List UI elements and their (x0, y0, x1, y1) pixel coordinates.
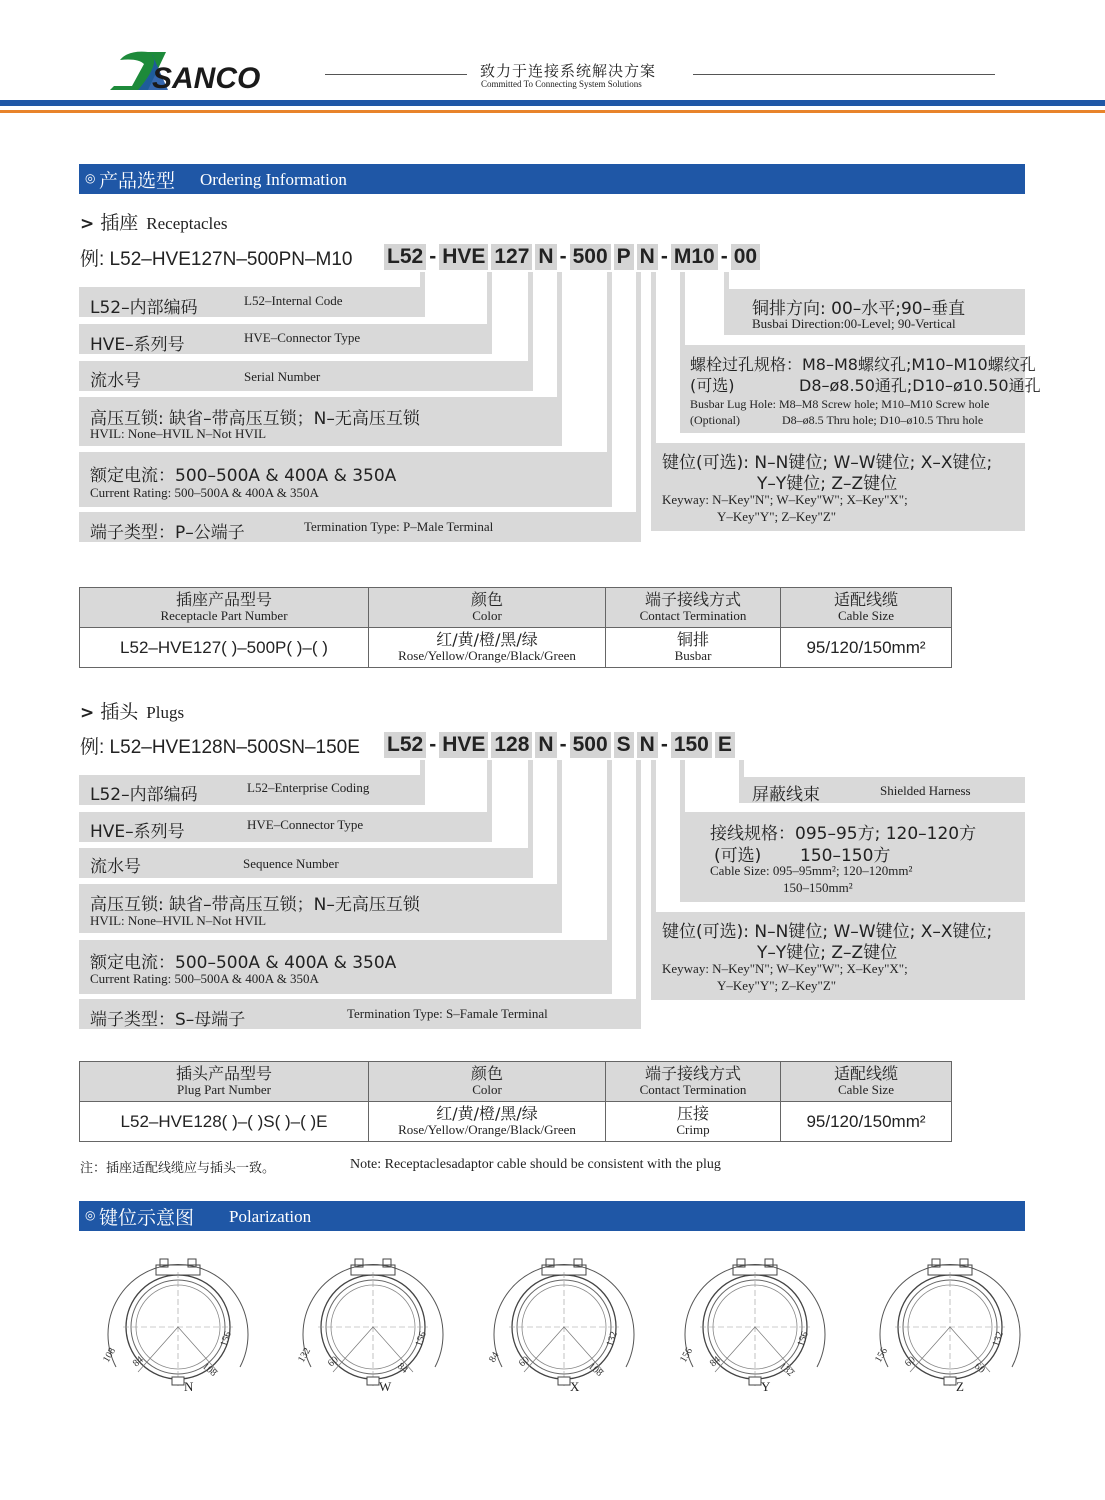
code-seg-l52: L52 (384, 244, 426, 270)
color-cell (369, 628, 606, 668)
rec-key-zh1: 键位(可选): N–N键位; W–W键位; X–X键位; (662, 453, 993, 473)
angle-label: 60 (516, 1354, 532, 1370)
code-seg-shield: E (715, 732, 735, 758)
plug-cable-en2: 150–150mm² (783, 880, 853, 895)
receptacles-heading-en: Receptacles (146, 214, 228, 233)
table-header-row (80, 1062, 952, 1102)
ordering-title-en: Ordering Information (200, 170, 347, 189)
header-zh: 端子接线方式 (644, 590, 741, 610)
rec-key-zh2: Y–Y键位; Z–Z键位 (757, 474, 898, 494)
angle-label: 84 (395, 1360, 410, 1376)
rec-tick (420, 272, 425, 290)
part-number-cell: L52–HVE127( )–500P( )–( ) (80, 628, 369, 668)
header-en: Contact Termination (639, 1082, 747, 1098)
table-header-cell (369, 588, 606, 628)
code-dash: - (559, 245, 567, 268)
code-dash: - (429, 733, 437, 756)
chevron-right-icon: > (80, 214, 95, 234)
table-header-row (80, 588, 952, 628)
header-en: Color (472, 608, 502, 624)
polarization-section-bar (79, 1201, 1025, 1231)
angle-label: 108 (586, 1360, 605, 1379)
chevron-right-icon: > (80, 703, 95, 723)
rec-key-en2: Y–Key"Y"; Z–Key"Z" (717, 509, 837, 524)
code-seg-serial: 128 (491, 732, 532, 758)
code-seg-l52: L52 (384, 732, 426, 758)
rec-current-en: Current Rating: 500–500A & 400A & 350A (90, 485, 319, 500)
code-seg-hve: HVE (439, 244, 488, 270)
table-row (80, 628, 952, 668)
plug-tick (528, 760, 533, 851)
rec-series-zh: HVE–系列号 (90, 335, 185, 355)
angle-label: 84 (130, 1354, 146, 1370)
header-en: Cable Size (838, 608, 894, 624)
header-en: Contact Termination (639, 608, 747, 624)
note-en: Note: Receptaclesadaptor cable should be consistent with the plug (350, 1157, 721, 1172)
table-header-cell (781, 1062, 952, 1102)
rec-dir-en: Busbai Direction:00-Level; 90-Vertical (752, 316, 956, 331)
termination-cell (606, 628, 781, 668)
plug-example: 例: L52–HVE128N–500SN–150E (80, 737, 360, 758)
term-en: Busbar (674, 648, 712, 664)
plug-key-en2: Y–Key"Y"; Z–Key"Z" (717, 978, 837, 993)
plug-key-en1: Keyway: N–Key"N"; W–Key"W"; X–Key"X"; (662, 961, 908, 976)
angle-label: 156 (795, 1330, 811, 1349)
header-zh: 适配线缆 (833, 590, 898, 610)
plug-term-zh: 端子类型：S–母端子 (90, 1010, 246, 1030)
plug-tick (557, 760, 562, 887)
header-en: Receptacle Part Number (160, 608, 288, 624)
header-zh: 颜色 (470, 590, 503, 610)
angle-label: 84 (707, 1354, 723, 1370)
code-seg-bolt: M10 (671, 244, 718, 270)
angle-label: 108 (101, 1346, 119, 1365)
polarization-title-en: Polarization (229, 1207, 312, 1226)
section-bullet-icon: ◎ (85, 1208, 96, 1222)
brand-text: SANCO (152, 62, 261, 95)
plug-tick (487, 760, 492, 815)
keyway-diagram-w (293, 1255, 453, 1395)
plug-code (384, 732, 738, 758)
rec-bolt-zh1: 螺栓过孔规格：M8–M8螺纹孔;M10–M10螺纹孔 (690, 355, 1036, 374)
slogan-en: Committed To Connecting System Solutions (481, 79, 642, 89)
code-seg-key: N (637, 732, 658, 758)
plug-tick (636, 760, 641, 1002)
plug-cable-zh2b: 150–150方 (800, 846, 891, 866)
code-dash: - (559, 733, 567, 756)
code-seg-term: P (614, 244, 634, 270)
rec-current-zh: 额定电流：500–500A & 400A & 350A (90, 466, 397, 486)
angle-label: 84 (487, 1350, 502, 1365)
rec-term-zh: 端子类型：P–公端子 (90, 523, 245, 543)
rec-series-en: HVE–Connector Type (244, 330, 361, 345)
orange-stripe (0, 110, 1105, 113)
rec-bolt-zh2a: (可选) (690, 376, 735, 395)
plug-cable-zh1: 接线规格：095–95方; 120–120方 (710, 824, 977, 844)
plug-internal-en: L52–Enterprise Coding (247, 780, 370, 795)
keyway-letter: N (184, 1379, 194, 1394)
rec-tick (528, 272, 533, 364)
color-en: Rose/Yellow/Orange/Black/Green (398, 1122, 576, 1138)
receptacles-heading (80, 208, 227, 235)
receptacle-code (384, 244, 763, 270)
plug-serial-en: Sequence Number (243, 856, 339, 871)
code-seg-current: 500 (570, 732, 611, 758)
keyway-letter: W (379, 1379, 392, 1394)
code-seg-dir: 00 (731, 244, 760, 270)
header-en: Plug Part Number (177, 1082, 271, 1098)
code-seg-current: 500 (570, 244, 611, 270)
plug-cable-en1: Cable Size: 095–95mm²; 120–120mm² (710, 863, 913, 878)
code-seg-key: N (637, 244, 658, 270)
note-zh: 注：插座适配线缆应与插头一致。 (80, 1161, 276, 1176)
plug-current-en: Current Rating: 500–500A & 400A & 350A (90, 971, 319, 986)
plug-key-zh2: Y–Y键位; Z–Z键位 (757, 943, 898, 963)
polarization-title-zh: 键位示意图 (99, 1207, 195, 1229)
ordering-section-bar (79, 164, 1025, 194)
angle-label: 156 (873, 1346, 891, 1365)
angle-label: 60 (972, 1360, 987, 1376)
table-header-cell (369, 1062, 606, 1102)
keyway-letter: X (570, 1379, 580, 1394)
angle-label: 132 (990, 1330, 1006, 1349)
table-row (80, 1102, 952, 1142)
keyway-diagram-z (870, 1255, 1030, 1395)
keyway-diagram-x (484, 1255, 644, 1395)
color-zh: 红/黄/橙/黑/绿 (436, 1104, 538, 1124)
keyway-diagram-y (675, 1255, 835, 1395)
part-number-cell: L52–HVE128( )–( )S( )–( )E (80, 1102, 369, 1142)
term-en: Crimp (676, 1122, 710, 1138)
connector-face-drawing (98, 1255, 258, 1395)
connector-face-drawing (293, 1255, 453, 1395)
rec-bolt-en2b: D8–ø8.5 Thru hole; D10–ø10.5 Thru hole (782, 413, 984, 427)
plug-internal-zh: L52–内部编码 (90, 785, 198, 805)
plug-serial-zh: 流水号 (90, 857, 141, 877)
code-dash: - (720, 245, 728, 268)
rec-tick (680, 272, 685, 347)
header-en: Color (472, 1082, 502, 1098)
header-rule-right (693, 74, 995, 75)
angle-label: 156 (678, 1346, 696, 1365)
plugs-heading (80, 697, 184, 724)
rec-tick (636, 272, 641, 515)
angle-label: 132 (604, 1330, 620, 1349)
plug-hvil-en: HVIL: None–HVIL N–Not HVIL (90, 913, 267, 928)
header-zh: 插头产品型号 (175, 1064, 272, 1084)
header-zh: 适配线缆 (833, 1064, 898, 1084)
plug-shield-zh: 屏蔽线束 (752, 785, 820, 805)
table-header-cell (781, 588, 952, 628)
plug-table (79, 1061, 952, 1142)
rec-term-en: Termination Type: P–Male Terminal (304, 519, 494, 534)
rec-tick (651, 272, 656, 445)
keyway-letter: Y (761, 1379, 771, 1394)
connector-face-drawing (870, 1255, 1030, 1395)
receptacles-heading-zh: 插座 (100, 212, 139, 234)
angle-label: 132 (296, 1346, 314, 1365)
header-en: Cable Size (838, 1082, 894, 1098)
code-seg-hvil: N (535, 244, 556, 270)
section-bullet-icon: ◎ (85, 171, 96, 185)
rec-internal-zh: L52–内部编码 (90, 298, 198, 318)
plug-tick (607, 760, 612, 943)
table-header-cell (606, 1062, 781, 1102)
plug-tick (420, 760, 425, 778)
termination-cell (606, 1102, 781, 1142)
rec-bolt-en2a: (Optional) (690, 413, 740, 427)
cable-size-cell: 95/120/150mm² (781, 628, 952, 668)
code-seg-hve: HVE (439, 732, 488, 758)
header-zh: 端子接线方式 (644, 1064, 741, 1084)
plug-cable-zh2a: (可选) (714, 846, 762, 866)
header-zh: 插座产品型号 (175, 590, 272, 610)
color-zh: 红/黄/橙/黑/绿 (436, 630, 538, 650)
slogan-zh: 致力于连接系统解决方案 (480, 62, 657, 80)
plugs-heading-en: Plugs (146, 703, 185, 722)
receptacle-table (79, 587, 952, 668)
color-cell (369, 1102, 606, 1142)
cable-size-cell: 95/120/150mm² (781, 1102, 952, 1142)
connector-face-drawing (675, 1255, 835, 1395)
angle-label: 132 (777, 1360, 796, 1379)
plug-key-zh1: 键位(可选): N–N键位; W–W键位; X–X键位; (662, 922, 993, 942)
code-seg-hvil: N (535, 732, 556, 758)
plug-series-en: HVE–Connector Type (247, 817, 364, 832)
rec-tick (557, 272, 562, 400)
receptacle-example: 例: L52–HVE127N–500PN–M10 (80, 249, 353, 270)
ordering-title-zh: 产品选型 (99, 170, 176, 192)
code-seg-cable: 150 (671, 732, 712, 758)
plugs-heading-zh: 插头 (100, 701, 139, 723)
term-zh: 铜排 (676, 630, 709, 650)
table-header-cell (80, 588, 369, 628)
rec-bolt-zh2b: D8–ø8.50通孔;D10–ø10.50通孔 (799, 376, 1041, 395)
rec-bolt-en1: Busbar Lug Hole: M8–M8 Screw hole; M10–M10 Screw hole (690, 397, 990, 411)
angle-label: 108 (200, 1360, 219, 1379)
term-zh: 压接 (676, 1104, 709, 1124)
rec-hvil-zh: 高压互锁: 缺省–带高压互锁；N–无高压互锁 (90, 409, 420, 429)
code-dash: - (429, 245, 437, 268)
plug-tick (651, 760, 656, 915)
rec-serial-zh: 流水号 (90, 371, 141, 391)
sanco-logo (108, 46, 283, 96)
color-en: Rose/Yellow/Orange/Black/Green (398, 648, 576, 664)
rec-key-en1: Keyway: N–Key"N"; W–Key"W"; X–Key"X"; (662, 492, 908, 507)
code-seg-serial: 127 (491, 244, 532, 270)
plug-term-en: Termination Type: S–Famale Terminal (347, 1006, 548, 1021)
header-rule-left (325, 74, 467, 75)
code-seg-term: S (614, 732, 634, 758)
rec-hvil-en: HVIL: None–HVIL N–Not HVIL (90, 426, 267, 441)
connector-face-drawing (484, 1255, 644, 1395)
blue-stripe (0, 100, 1105, 106)
plug-hvil-zh: 高压互锁: 缺省–带高压互锁；N–无高压互锁 (90, 895, 420, 915)
plug-series-zh: HVE–系列号 (90, 822, 185, 842)
rec-serial-en: Serial Number (244, 369, 321, 384)
keyway-diagram-n (98, 1255, 258, 1395)
table-header-cell (606, 588, 781, 628)
rec-internal-en: L52–Internal Code (244, 293, 343, 308)
plug-tick (739, 760, 744, 780)
rec-dir-zh: 铜排方向: 00–水平;90–垂直 (752, 299, 966, 319)
plug-tick (680, 760, 685, 815)
keyway-letter: Z (956, 1379, 964, 1394)
rec-tick (724, 272, 729, 292)
angle-label: 60 (325, 1354, 341, 1370)
angle-label: 156 (413, 1330, 429, 1349)
angle-label: 60 (902, 1354, 918, 1370)
angle-label: 156 (218, 1330, 234, 1349)
header-zh: 颜色 (470, 1064, 503, 1084)
code-dash: - (660, 733, 668, 756)
table-header-cell (80, 1062, 369, 1102)
rec-tick (607, 272, 612, 455)
plug-current-zh: 额定电流：500–500A & 400A & 350A (90, 953, 397, 973)
plug-shield-en: Shielded Harness (880, 783, 971, 798)
code-dash: - (660, 245, 668, 268)
rec-tick (487, 272, 492, 327)
